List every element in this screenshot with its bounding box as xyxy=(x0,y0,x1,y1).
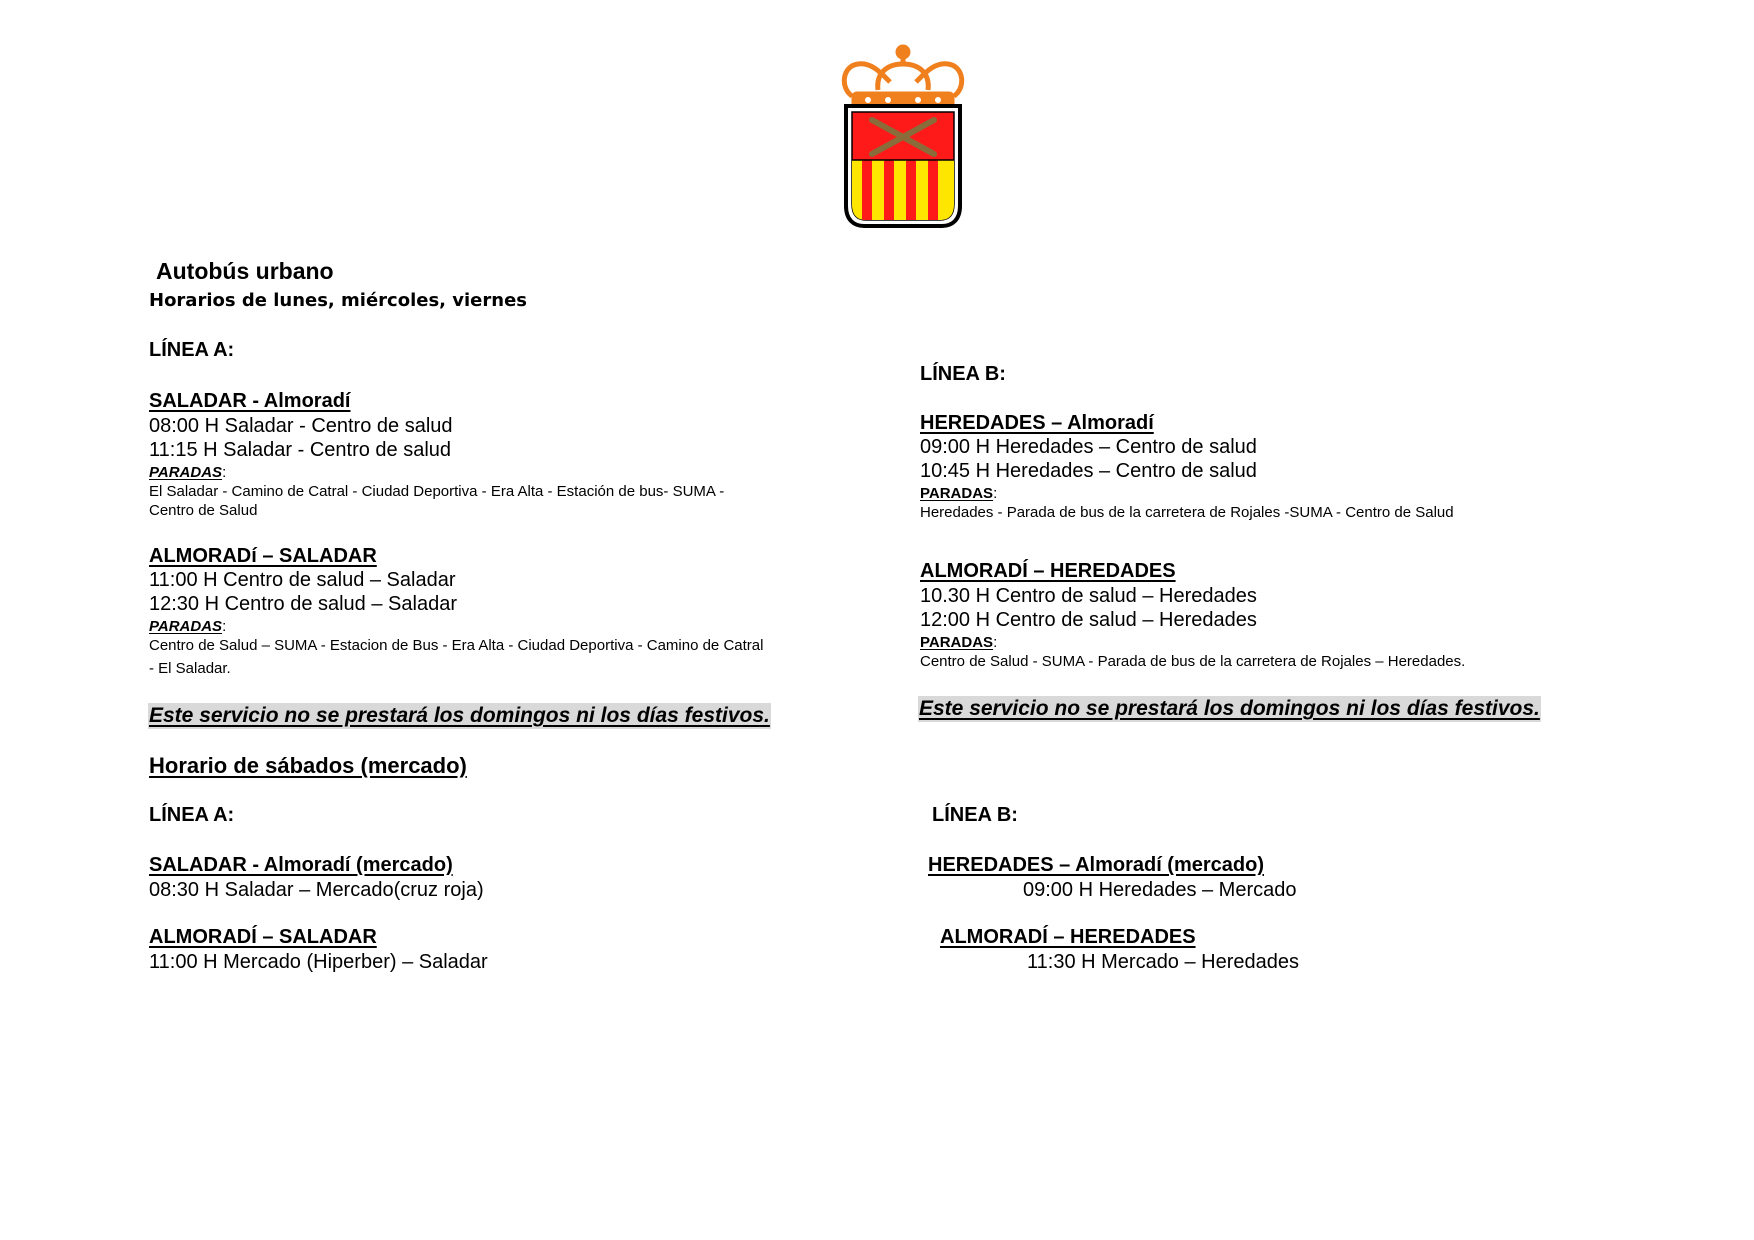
sat-line-a-return-time: 11:00 H Mercado (Hiperber) – Saladar xyxy=(149,951,488,973)
sat-line-a-outbound-route: SALADAR - Almoradí (mercado) xyxy=(149,854,453,876)
line-a-outbound-stops: Centro de Salud xyxy=(149,502,258,519)
page-subtitle: Horarios de lunes, miércoles, viernes xyxy=(149,290,527,311)
crown-icon xyxy=(844,47,961,108)
line-b-return-time: 10.30 H Centro de salud – Heredades xyxy=(920,585,1257,607)
line-b-outbound-route: HEREDADES – Almoradí xyxy=(920,412,1154,434)
sat-line-a-return-route: ALMORADÍ – SALADAR xyxy=(149,926,377,948)
line-a-return-stops: Centro de Salud – SUMA - Estacion de Bus - Era Alta - Ciudad Deportiva - Camino de Catral xyxy=(149,637,764,654)
line-a-return-time: 12:30 H Centro de salud – Saladar xyxy=(149,593,457,615)
line-b-return-route: ALMORADÍ – HEREDADES xyxy=(920,560,1176,582)
line-b-outbound-stops: Heredades - Parada de bus de la carretera de Rojales -SUMA - Centro de Salud xyxy=(920,504,1454,521)
line-b-outbound-stops-heading: PARADAS: xyxy=(920,485,998,502)
sat-line-a-outbound-time: 08:30 H Saladar – Mercado(cruz roja) xyxy=(149,879,484,901)
line-b-return-stops-heading: PARADAS: xyxy=(920,634,998,651)
line-b-return-time: 12:00 H Centro de salud – Heredades xyxy=(920,609,1257,631)
line-a-return-route: ALMORADí – SALADAR xyxy=(149,545,377,567)
line-b-outbound-time: 09:00 H Heredades – Centro de salud xyxy=(920,436,1257,458)
line-b-notice: Este servicio no se prestará los domingos ni los días festivos. xyxy=(919,697,1540,720)
line-a-outbound-route: SALADAR - Almoradí xyxy=(149,390,351,412)
line-b-label: LÍNEA B: xyxy=(920,363,1006,385)
line-a-notice: Este servicio no se prestará los domingos ni los días festivos. xyxy=(149,704,770,727)
line-a-outbound-time: 11:15 H Saladar - Centro de salud xyxy=(149,439,452,461)
line-a-return-time: 11:00 H Centro de salud – Saladar xyxy=(149,569,456,591)
shield-icon xyxy=(846,106,960,226)
sat-line-b-label: LÍNEA B: xyxy=(932,804,1018,826)
line-b-return-stops: Centro de Salud - SUMA - Parada de bus de la carretera de Rojales – Heredades. xyxy=(920,653,1466,670)
coat-of-arms-emblem xyxy=(838,44,968,230)
line-a-label: LÍNEA A: xyxy=(149,339,235,361)
line-a-outbound-stops: El Saladar - Camino de Catral - Ciudad Deportiva - Era Alta - Estación de bus- SUMA - xyxy=(149,483,725,500)
line-a-return-stops-heading: PARADAS: xyxy=(149,618,227,635)
saturday-title: Horario de sábados (mercado) xyxy=(149,753,467,778)
page-title: Autobús urbano xyxy=(156,258,334,284)
line-a-outbound-stops-heading: PARADAS: xyxy=(149,464,227,481)
line-b-outbound-time: 10:45 H Heredades – Centro de salud xyxy=(920,460,1257,482)
line-a-return-stops: - El Saladar. xyxy=(149,660,231,677)
sat-line-b-return-time: 11:30 H Mercado – Heredades xyxy=(1027,951,1300,973)
sat-line-b-outbound-time: 09:00 H Heredades – Mercado xyxy=(1023,879,1297,901)
sat-line-a-label: LÍNEA A: xyxy=(149,804,235,826)
sat-line-b-return-route: ALMORADÍ – HEREDADES xyxy=(940,926,1196,948)
line-a-outbound-time: 08:00 H Saladar - Centro de salud xyxy=(149,415,453,437)
sat-line-b-outbound-route: HEREDADES – Almoradí (mercado) xyxy=(928,854,1264,876)
